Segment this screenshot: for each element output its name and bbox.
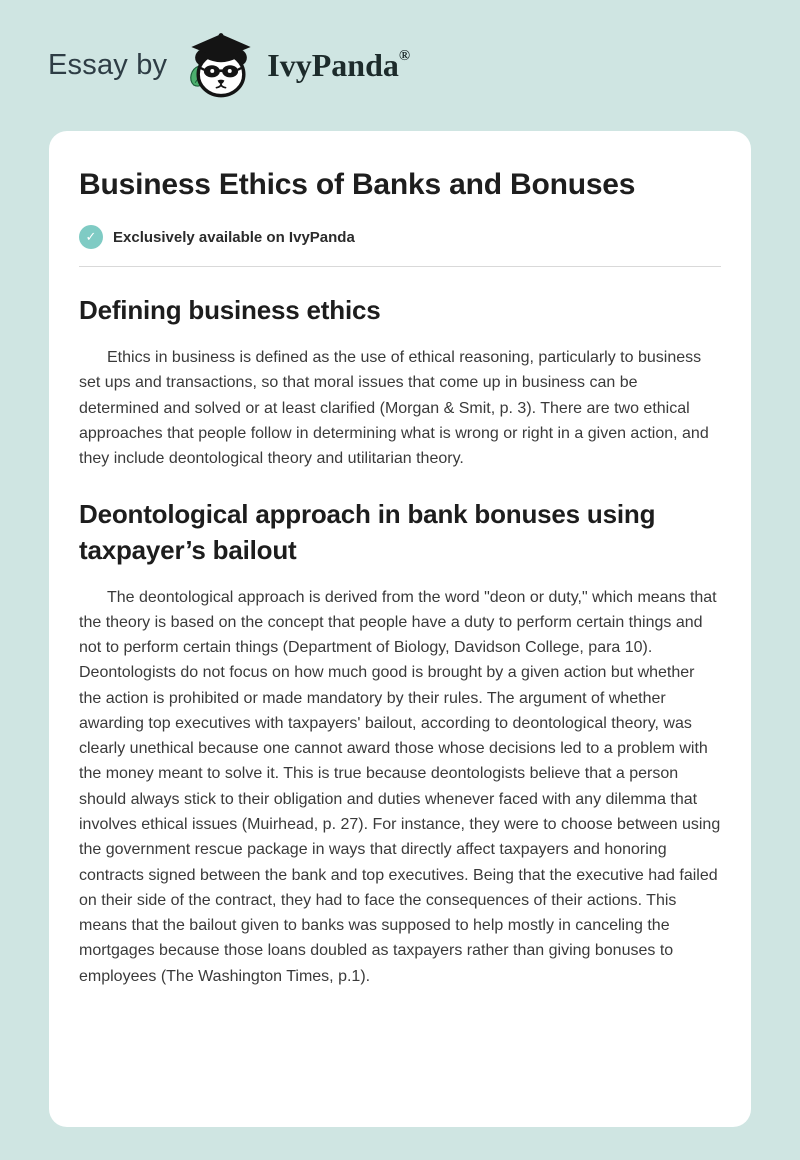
essay-by-label: Essay by (48, 49, 168, 81)
registered-trademark-symbol: ® (398, 48, 411, 64)
section-paragraph: Ethics in business is defined as the use of ethical reasoning, particularly to business set ups and transactions, so that moral issues that come up in business can be determined and solved or at least clarified (Morgan & Smit, p. 3). There are two ethical approaches that people follow in determining what is wrong or right in a given action, and they include deontological theory and utilitarian theory. (79, 349, 709, 468)
section-paragraph: The deontological approach is derived from the word "deon or duty," which means that the theory is based on the concept that people have a duty to perform certain things and not to perform certain things (Department of Biology, Davidson College, para 10). Deontologists do not focus on how much good is brought by a given action but whether the action is prohibited or made mandatory by their rules. The argument of whether awarding top executives with taxpayers' bailout, according to deontological theory, was clearly unethical because one cannot award those whose decisions led to a problem with the money meant to solve it. This is true because deontologists believe that a person should always stick to their obligation and duties whenever faced with any dilemma that involves ethical issues (Muirhead, p. 27). For instance, they were to choose between using the government rescue package in ways that directly affect taxpayers and honoring contracts signed between the bank and top executives. Being that the executive had failed on their side of the contract, they had to face the consequences of their actions. This means that the bailout given to banks was supposed to help mostly in canceling the mortgages because those loans doubled as taxpayers rather than giving bonuses to employees (The Washington Times, p.1). (79, 588, 721, 985)
site-header (0, 0, 800, 131)
section-defining-business-ethics (79, 293, 721, 471)
exclusive-badge (79, 225, 721, 249)
check-icon: ✓ (79, 225, 103, 249)
section-heading: Defining business ethics (79, 295, 381, 325)
ivypanda-panda-logo-icon (183, 28, 259, 104)
page-title: Business Ethics of Banks and Bonuses (79, 168, 636, 201)
section-deontological-approach (79, 497, 721, 988)
exclusive-badge-label: Exclusively available on IvyPanda (113, 228, 355, 246)
header-divider (79, 266, 721, 267)
essay-card (49, 131, 751, 1127)
section-heading: Deontological approach in bank bonuses using taxpayer’s bailout (79, 499, 656, 565)
brand-name: IvyPanda (267, 47, 399, 83)
brand-wordmark (267, 47, 410, 84)
